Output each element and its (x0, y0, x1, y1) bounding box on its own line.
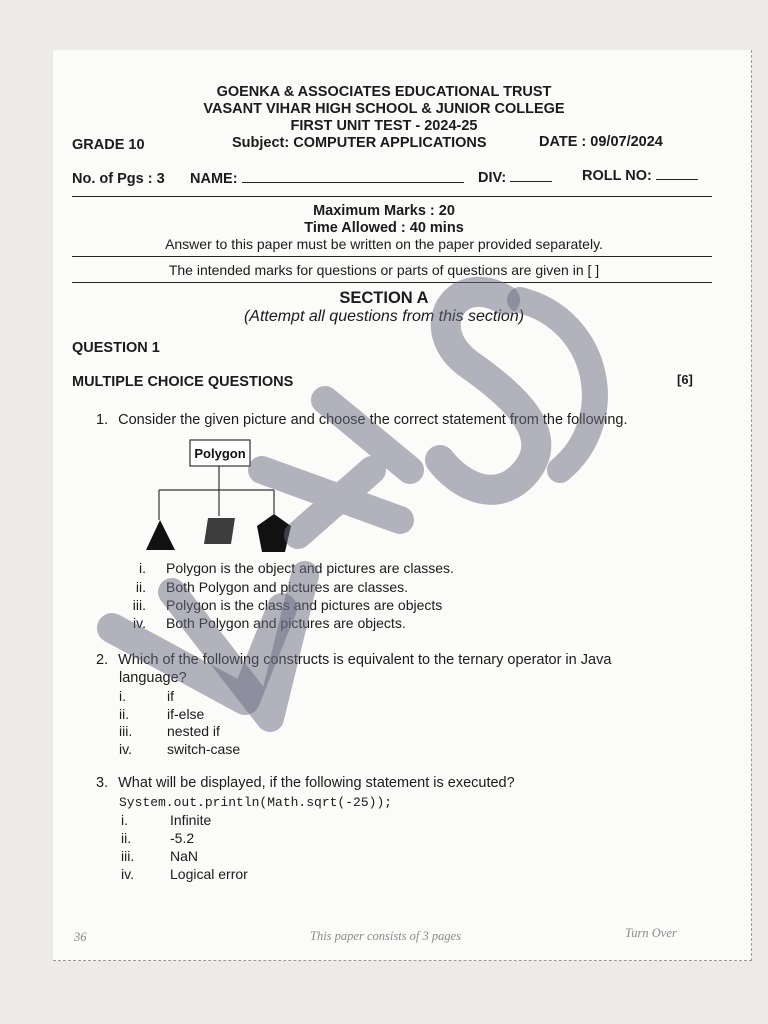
parallelogram-shape (204, 518, 235, 544)
trust-name: GOENKA & ASSOCIATES EDUCATIONAL TRUST (216, 84, 552, 100)
div-label: DIV: (478, 170, 507, 186)
option-text: Infinite (170, 812, 212, 828)
question-1 (96, 412, 628, 428)
question-text: Which of the following constructs is equivalent to the ternary operator in Java (118, 652, 612, 668)
question-number: 2. (96, 652, 109, 668)
subject-label: Subject: COMPUTER APPLICATIONS (232, 135, 487, 151)
option-text: switch-case (167, 741, 241, 757)
question-3 (96, 775, 515, 791)
marks-note: The intended marks for questions or parts of questions are given in [ ] (168, 262, 600, 278)
question-text: What will be displayed, if the following statement is executed? (118, 775, 515, 791)
grade-label: GRADE 10 (72, 137, 145, 153)
question-2 (96, 652, 611, 668)
option-text: Polygon is the object and pictures are classes. (166, 560, 454, 576)
div-field (478, 170, 552, 186)
exam-title: FIRST UNIT TEST - 2024-25 (290, 118, 478, 134)
option-numeral: iv. (133, 615, 146, 631)
option-numeral: ii. (135, 579, 146, 595)
option-numeral: iv. (119, 741, 132, 757)
footer-page-note: This paper consists of 3 pages (310, 929, 462, 943)
option-numeral: iii. (121, 848, 135, 864)
option-numeral: i. (119, 688, 126, 704)
roll-blank (656, 179, 698, 180)
option-text: Both Polygon and pictures are classes. (166, 579, 409, 595)
section-title: SECTION A (339, 289, 429, 307)
triangle-shape (146, 520, 175, 550)
option-text: Logical error (170, 866, 248, 882)
answer-note: Answer to this paper must be written on the paper provided separately. (165, 236, 603, 252)
option-text: NaN (170, 848, 199, 864)
pentagon-shape (257, 514, 291, 552)
option-numeral: i. (139, 560, 146, 576)
roll-label: ROLL NO: (582, 168, 652, 184)
question-text-continued: language? (119, 670, 187, 686)
question-text: Consider the given picture and choose the correct statement from the following. (118, 412, 628, 428)
name-label: NAME: (190, 171, 238, 187)
mcq-heading: MULTIPLE CHOICE QUESTIONS (72, 374, 294, 390)
time-allowed: Time Allowed : 40 mins (304, 220, 464, 236)
question-number: 1. (96, 412, 109, 428)
footer-turn-over: Turn Over (625, 926, 677, 940)
divider (72, 282, 712, 283)
divider (72, 196, 712, 197)
school-name: VASANT VIHAR HIGH SCHOOL & JUNIOR COLLEGE (203, 101, 565, 117)
option-numeral: ii. (121, 830, 132, 846)
question-heading: QUESTION 1 (72, 340, 160, 356)
name-field (190, 171, 464, 187)
question-marks: [6] (677, 372, 693, 387)
option-numeral: ii. (119, 706, 130, 722)
option-text: Polygon is the class and pictures are objects (166, 597, 443, 613)
option-text: if-else (167, 706, 205, 722)
divider (72, 256, 712, 257)
option-text: Both Polygon and pictures are objects. (166, 615, 406, 631)
max-marks: Maximum Marks : 20 (313, 203, 455, 219)
div-blank (510, 181, 552, 182)
date-field (539, 134, 663, 150)
date-value: 09/07/2024 (590, 134, 663, 150)
polygon-diagram (140, 436, 310, 556)
polygon-label: Polygon (194, 446, 246, 461)
option-text: -5.2 (170, 830, 195, 846)
name-blank (242, 182, 464, 183)
option-text: nested if (167, 723, 220, 739)
option-numeral: iv. (121, 866, 134, 882)
option-text: if (167, 688, 174, 704)
option-numeral: i. (121, 812, 128, 828)
option-numeral: iii. (132, 597, 146, 613)
footer-code: 36 (74, 930, 87, 944)
option-numeral: iii. (119, 723, 133, 739)
question-number: 3. (96, 775, 109, 791)
code-snippet: System.out.println(Math.sqrt(-25)); (119, 795, 393, 810)
roll-field (582, 168, 698, 184)
page-count: No. of Pgs : 3 (72, 171, 165, 187)
section-subtitle: (Attempt all questions from this section) (243, 308, 525, 325)
date-label: DATE : (539, 134, 587, 150)
